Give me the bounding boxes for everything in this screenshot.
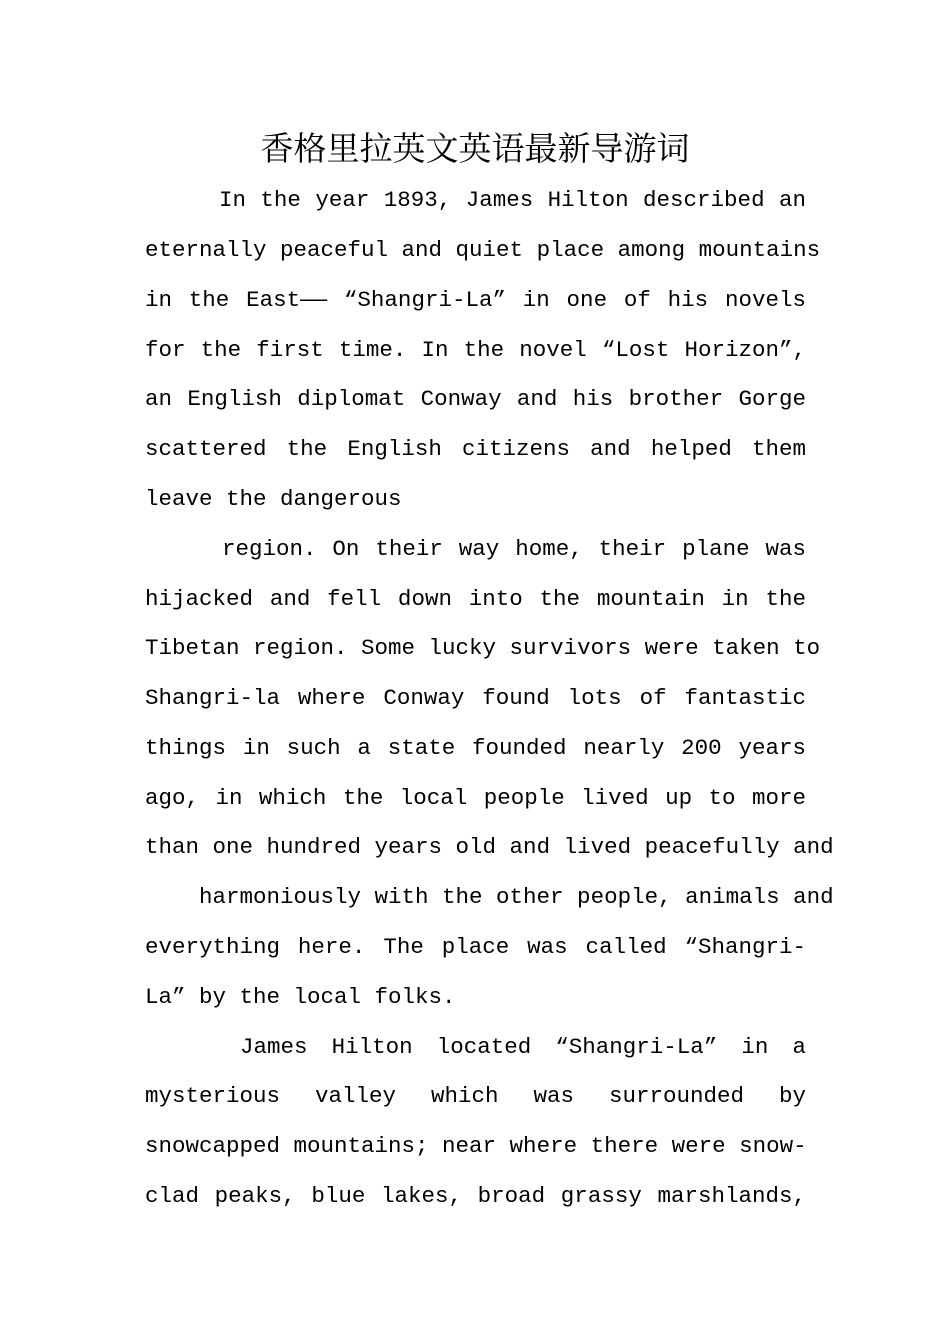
text-line: hijacked and fell down into the mountain in the bbox=[145, 586, 806, 612]
text-line: James Hilton located “Shangri-La” in a bbox=[240, 1034, 806, 1060]
document-title: 香格里拉英文英语最新导游词 bbox=[260, 129, 690, 168]
text-line: Shangri-la where Conway found lots of fantastic bbox=[145, 685, 806, 711]
text-line: everything here. The place was called “Shangri- bbox=[145, 934, 806, 960]
text-line: scattered the English citizens and helped them bbox=[145, 436, 806, 462]
text-line: snowcapped mountains; near where there were snow- bbox=[145, 1133, 807, 1159]
text-line: La” by the local folks. bbox=[145, 984, 456, 1010]
text-line: things in such a state founded nearly 200 years bbox=[145, 735, 806, 761]
text-line: In the year 1893, James Hilton described an bbox=[219, 187, 806, 213]
text-line: an English diplomat Conway and his brother Gorge bbox=[145, 386, 806, 412]
text-line: mysterious valley which was surrounded by bbox=[145, 1083, 806, 1109]
text-line: eternally peaceful and quiet place among mountains bbox=[145, 237, 821, 263]
text-line: in the East—— “Shangri-La” in one of his novels bbox=[145, 287, 806, 313]
text-line: clad peaks, blue lakes, broad grassy marshlands, bbox=[145, 1183, 806, 1209]
text-line: region. On their way home, their plane was bbox=[222, 536, 806, 562]
text-line: Tibetan region. Some lucky survivors were taken to bbox=[145, 635, 821, 661]
text-line: harmoniously with the other people, animals and bbox=[199, 884, 834, 910]
text-line: leave the dangerous bbox=[145, 486, 402, 512]
text-line: for the first time. In the novel “Lost Horizon”, bbox=[145, 337, 806, 363]
text-line: ago, in which the local people lived up to more bbox=[145, 785, 806, 811]
text-line: than one hundred years old and lived peacefully and bbox=[145, 834, 834, 860]
